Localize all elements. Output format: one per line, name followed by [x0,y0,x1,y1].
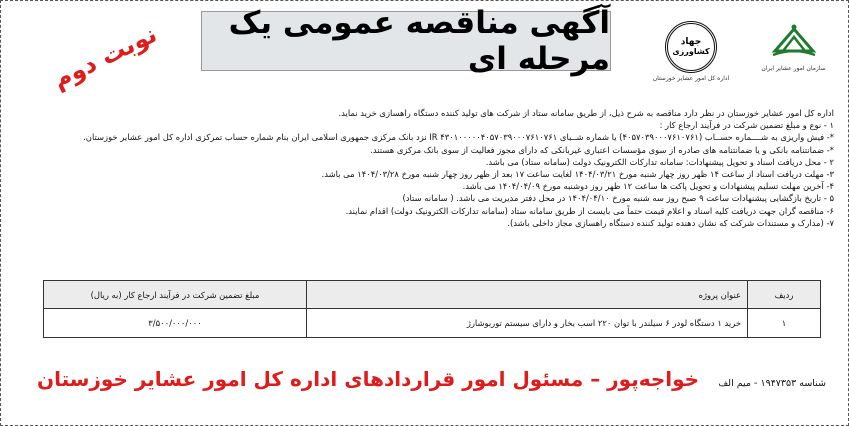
list-item: ۴- آخرین مهلت تسلیم پیشنهادات و تحویل پاکت ها ساعت ۱۲ ظهر روز دوشنبه مورخ ۱۴۰۴/۰۴/۰۹ می باشد. [462,181,834,192]
list-item: *- ضمانتنامه بانکی و یا ضمانتنامه های صادره از سوی مؤسسات اعتباری غیربانکی که دارای مجوز فعالیت از سوی بانک مرکزی هستند. [370,144,834,155]
ashayer-logo [746,21,841,72]
list-item: ۷- (مدارک و مستندات شرکت که نشان دهنده تولید کننده دستگاه راهسازی مجاز داخلی باشد). [507,217,834,228]
ashayer-logo-icon [771,21,817,63]
jahad-logo [636,21,746,82]
jahad-logo-caption: اداره کل امور عشایر خوزستان [652,75,730,82]
list-item: ۵ - تاریخ بازگشایی پیشنهادات ساعت ۹ صبح روز سه شنبه مورخ ۱۴۰۴/۰۴/۱۰ در محل دفتر مدیریت می باشد. ( سامانه ستاد) [402,193,834,204]
signature-line: خواجه‌پور – مسئول امور قراردادهای اداره کل امور عشایر خوزستان [37,367,700,391]
list-item: ۶- مناقصه گران جهت دریافت کلیه اسناد و اعلام قیمت حتماً می بایست از طریق سامانه ستاد (سامانه تدارکات الکترونیک دولت) اقدام نمایند. [345,205,834,216]
cell-guarantee-amount: ۳/۵۰۰/۰۰۰/۰۰۰ [44,309,307,338]
list-item: ۳- مهلت دریافت اسناد از ساعت ۱۴ ظهر روز چهار شنبه مورخ ۱۴۰۴/۰۳/۲۱ لغایت ساعت ۱۷ بعد از ظهر روز چهار شنبه مورخ ۱۴۰۴/۰۳/۲۸ می باشد. [321,169,834,180]
list-item: ۲ - محل دریافت اسناد و تحویل پیشنهادات: سامانه تدارکات الکترونیک دولت (سامانه ستاد) می باشد. [485,156,834,167]
tender-table [43,280,821,338]
cell-project-title: خرید ۱ دستگاه لودر ۶ سیلندر با توان ۲۲۰ اسب بخار و دارای سیستم توربوشارژ [307,309,748,338]
header-project-title: عنوان پروژه [307,281,748,309]
notice-serial: شناسه ۱۹۴۷۳۵۳ - میم الف [718,378,826,389]
jahad-logo-text-bottom: کشاورزی [672,47,710,56]
intro-text: اداره کل امور عشایر خوزستان در نظر دارد مناقصه به شرح ذیل، از طریق سامانه ستاد از شرکت های تولید کننده دستگاه راهسازی خرید نماید. [338,108,834,118]
header-guarantee-amount: مبلغ تضمین شرکت در فرآیند ارجاع کار (به ریال) [44,281,307,309]
header-row-number: ردیف [748,281,821,309]
jahad-keshavarzi-logo-icon [665,21,717,73]
notice-body [12,107,834,229]
jahad-logo-text-top: جهاد [680,37,702,47]
table-header-row [44,281,821,309]
page-title: آگهی مناقصه عمومی یک مرحله ای [228,5,610,77]
round-stamp: نوبت دوم [48,19,162,95]
ashayer-logo-caption: سازمان امور عشایر ایران [761,65,826,72]
cell-row-number: ۱ [748,309,821,338]
table-row [44,309,821,338]
list-item: *- فیش واریزی به شــــماره حســاب (۴۰۵۷۰۳۹۰۰۰۷۶۱۰۷۶۱) یا شماره شــبای IR ۴۳۰۱۰۰۰۰۰۴۰۵۷۰۳۹۰۰۰۷۶۱۰۷۶۱ نزد بانک مرکزی جمهوری اسلامی ایران بنام شماره حساب تمرکزی اداره کل امور عشایر خوزستان. [83,132,834,143]
list-item: ۱ - نوع و مبلغ تضمین شرکت در فرآیند ارجاع کار : [659,120,834,131]
title-banner [201,5,611,77]
